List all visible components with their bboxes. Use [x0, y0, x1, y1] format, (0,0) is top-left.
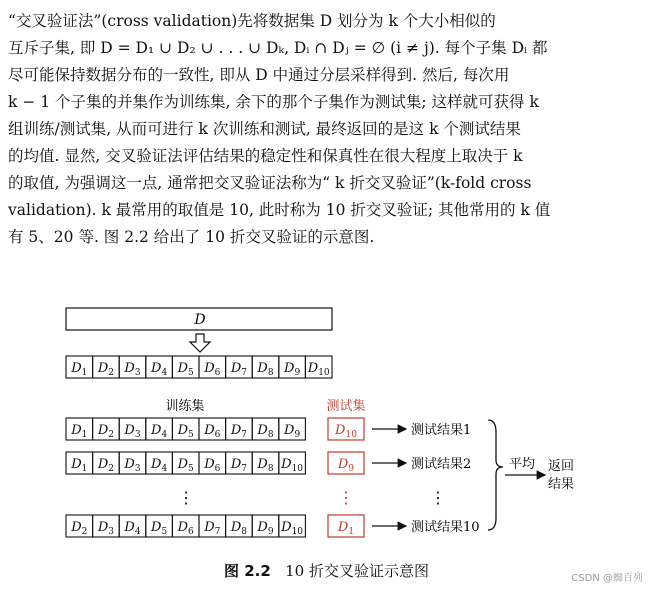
- subset-label: $D_9$: [284, 361, 301, 378]
- subset-label: $D_{10}$: [307, 361, 330, 378]
- subset-label: $D_1$: [71, 361, 88, 378]
- train-cell-label: $D_7$: [204, 520, 221, 537]
- train-cell-label: $D_8$: [230, 520, 247, 537]
- fold-row: [66, 418, 471, 440]
- train-cell-label: $D_8$: [257, 457, 274, 474]
- return-label: 返回: [548, 459, 575, 474]
- test-result-label: 测试结果1: [411, 423, 472, 438]
- paragraph-line: “交叉验证法”(cross validation)先将数据集 D 划分为 k 个大小相似的: [8, 12, 496, 30]
- subset-label: $D_7$: [230, 361, 247, 378]
- average-label: 平均: [508, 457, 536, 472]
- subset-label: $D_2$: [97, 361, 114, 378]
- train-cell-label: $D_4$: [151, 423, 168, 440]
- subset-label: $D_5$: [177, 361, 194, 378]
- caption-number: 图 2.2: [224, 562, 271, 580]
- train-cell-label: $D_9$: [257, 520, 274, 537]
- caption-title: 10 折交叉验证示意图: [285, 562, 429, 580]
- train-cell-label: $D_3$: [124, 457, 141, 474]
- average-brace: [488, 420, 503, 530]
- train-cell-label: $D_3$: [124, 423, 141, 440]
- ellipsis-test: ⋮: [338, 488, 354, 507]
- train-cell-label: $D_{10}$: [281, 520, 304, 537]
- train-cell-label: $D_5$: [151, 520, 168, 537]
- test-result-label: 测试结果10: [411, 520, 480, 535]
- subset-label: $D_3$: [124, 361, 141, 378]
- test-set-header: 测试集: [326, 399, 366, 414]
- train-cell-label: $D_2$: [97, 457, 114, 474]
- split-arrow-icon: [190, 334, 210, 352]
- figure-caption: [0, 560, 653, 581]
- train-cell-label: $D_{10}$: [281, 457, 304, 474]
- train-cell-label: $D_4$: [151, 457, 168, 474]
- train-cell-label: $D_7$: [230, 423, 247, 440]
- watermark: CSDN @蜘百列: [571, 573, 643, 584]
- ellipsis-results: ⋮: [430, 488, 446, 507]
- train-set-header: 训练集: [165, 399, 205, 414]
- paragraph-line: 的取值, 为强调这一点, 通常把交叉验证法称为“ k 折交叉验证”(k-fold cross: [8, 174, 532, 192]
- dataset-label: D: [194, 312, 206, 328]
- ellipsis-train: ⋮: [178, 488, 194, 507]
- fold-row: [66, 515, 480, 537]
- test-cell-label: $D_1$: [337, 520, 355, 537]
- train-cell-label: $D_6$: [204, 423, 221, 440]
- train-cell-label: $D_6$: [177, 520, 194, 537]
- train-cell-label: $D_5$: [177, 457, 194, 474]
- train-cell-label: $D_2$: [71, 520, 88, 537]
- train-cell-label: $D_6$: [204, 457, 221, 474]
- paragraph-line: 尽可能保持数据分布的一致性, 即从 D 中通过分层采样得到. 然后, 每次用: [8, 66, 510, 84]
- fold-rows: [66, 418, 480, 537]
- train-cell-label: $D_7$: [230, 457, 247, 474]
- test-result-label: 测试结果2: [411, 457, 472, 472]
- paragraph-line: validation). k 最常用的取值是 10, 此时称为 10 折交叉验证; 其他常用的 k 值: [8, 201, 551, 219]
- result-label: 结果: [548, 477, 575, 492]
- train-cell-label: $D_4$: [124, 520, 141, 537]
- subset-label: $D_8$: [257, 361, 274, 378]
- paragraph-line: k − 1 个子集的并集作为训练集, 余下的那个子集作为测试集; 这样就可获得 k: [8, 93, 539, 111]
- train-cell-label: $D_2$: [97, 423, 114, 440]
- paragraph-line: 互斥子集, 即 D = D₁ ∪ D₂ ∪ . . . ∪ Dₖ, Dᵢ ∩ Dⱼ = ∅ (i ≠ j). 每个子集 Dᵢ 都: [8, 39, 548, 57]
- subset-label: $D_6$: [204, 361, 221, 378]
- train-cell-label: $D_9$: [284, 423, 301, 440]
- train-cell-label: $D_5$: [177, 423, 194, 440]
- subset-label: $D_4$: [151, 361, 168, 378]
- train-cell-label: $D_1$: [71, 457, 88, 474]
- subset-row: [66, 356, 332, 378]
- train-cell-label: $D_3$: [97, 520, 114, 537]
- fold-row: [66, 452, 471, 474]
- test-cell-label: $D_9$: [337, 457, 355, 474]
- paragraph-line: 组训练/测试集, 从而可进行 k 次训练和测试, 最终返回的是这 k 个测试结果: [8, 120, 521, 138]
- train-cell-label: $D_1$: [71, 423, 88, 440]
- test-cell-label: $D_{10}$: [335, 423, 357, 440]
- paragraph-line: 有 5、20 等. 图 2.2 给出了 10 折交叉验证的示意图.: [8, 228, 375, 246]
- paragraph-line: 的均值. 显然, 交叉验证法评估结果的稳定性和保真性在很大程度上取决于 k: [8, 147, 523, 165]
- train-cell-label: $D_8$: [257, 423, 274, 440]
